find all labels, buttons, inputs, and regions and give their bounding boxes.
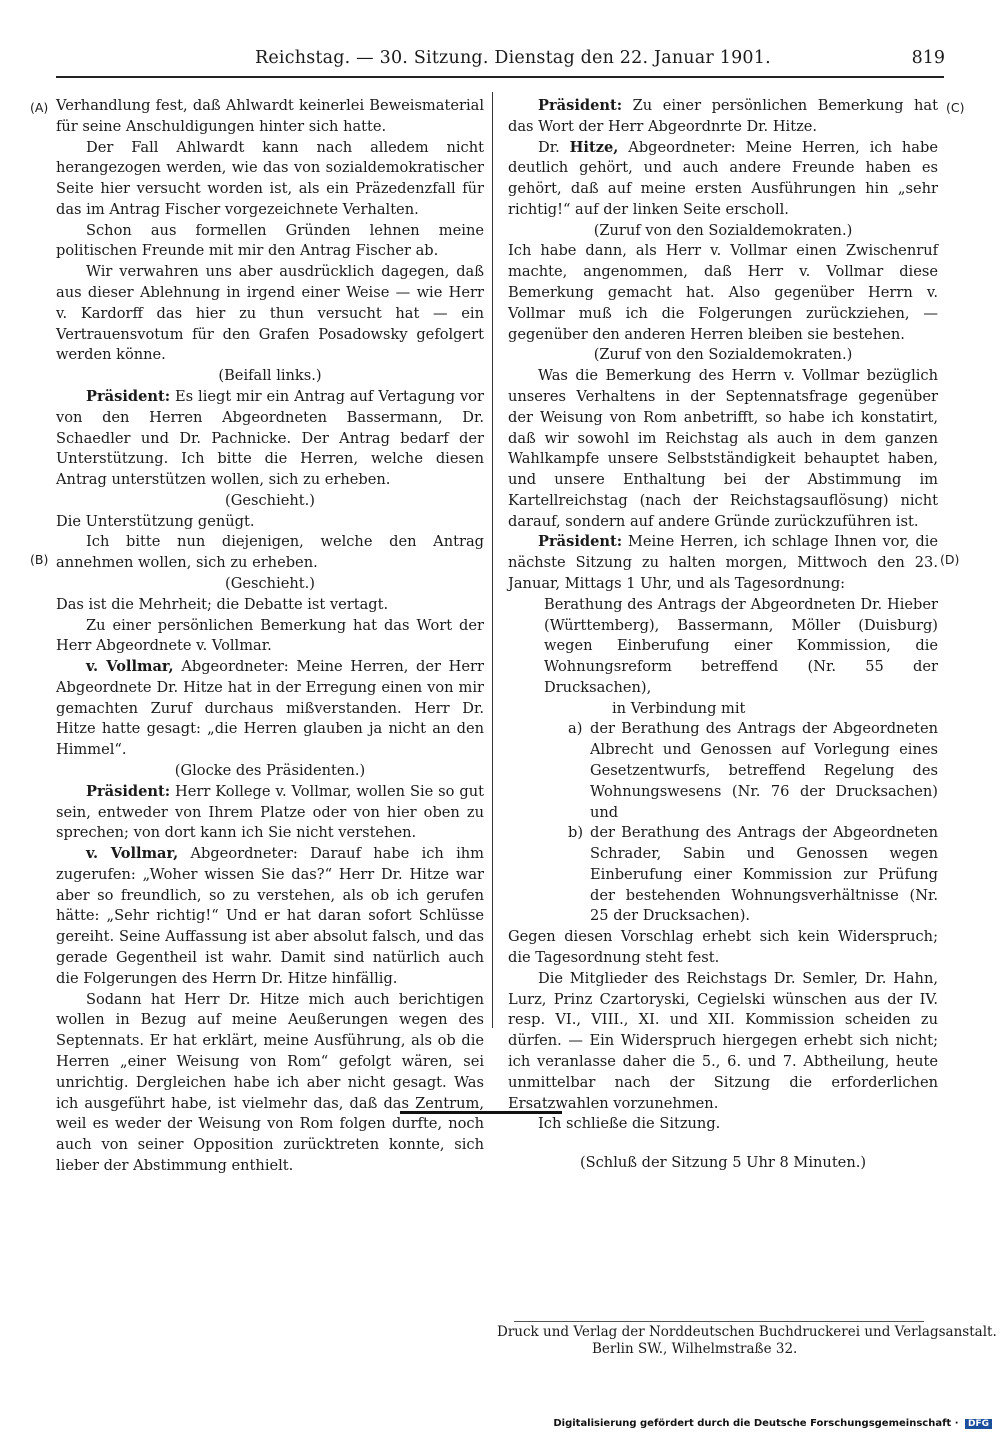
paragraph: Sodann hat Herr Dr. Hitze mich auch berichtigen wollen in Bezug auf meine Aeußerungen wegen des Septennats. Er hat erklärt, meine Ausführung, als ob die Herren „einer Weisung von Rom“ gefolgt wären, sei unrichtig. Dergleichen habe ich aber nicht gesagt. Was ich ausgeführt habe, ist vielmehr das, daß das Zentrum, weil es weder der Weisung von Rom folgen durfte, noch auch von seiner Opposition zurücktreten konnte, sich lieber der Abstimmung enthielt.: [56, 990, 484, 1174]
margin-mark-a: (A): [30, 100, 49, 115]
paragraph: Dr. Hitze, Abgeordneter: Meine Herren, ich habe deutlich gehört, und auch andere Freunde haben es gehört, daß auf meine ersten Ausführungen hin „sehr richtig!“ auf der linken Seite erscholl.: [508, 138, 938, 218]
column-divider: [492, 92, 493, 1028]
agenda-main-item: Berathung des Antrags der Abgeordneten Dr. Hieber (Württemberg), Bassermann, Möller (Duisburg) wegen Einberufung einer Kommission, die Wohnungsreform betreffend (Nr. 55 der Drucksachen),: [544, 595, 938, 696]
printer-imprint: Druck und Verlag der Norddeutschen Buchdruckerei und Verlagsanstalt.: [497, 1324, 997, 1340]
paragraph: Was die Bemerkung des Herrn v. Vollmar bezüglich unseres Verhaltens in der Septennatsfrage gegenüber der Weisung von Rom anbetrifft, so habe ich konstatirt, daß wir sowohl im Reichstag als auch in dem ganzen Wahlkampfe unsere Selbstständigkeit behauptet haben, und unsere Enthaltung bei der Abstimmung im Kartellreichstag (nach der Reichstagsauflösung) nicht darauf, sondern auf andere Gründe zurückzuführen ist.: [508, 367, 938, 530]
speaker-name: Präsident:: [538, 97, 623, 114]
paragraph: Präsident: Es liegt mir ein Antrag auf Vertagung vor von den Herren Abgeordneten Bassermann, Dr. Schaedler und Dr. Pachnicke. Der Antrag bedarf der Unterstützung. Ich bitte die Herren, welche diesen Antrag unterstützen wollen, sich zu erheben.: [56, 387, 484, 489]
paragraph: Der Fall Ahlwardt kann nach alledem nicht herangezogen werden, wie das von sozialdemokratischer Seite hier versucht worden ist, als ein Präzedenzfall für das im Antrag Fischer vorgezeichnete Verhalten.: [56, 138, 484, 218]
margin-mark-b: (B): [30, 552, 49, 567]
paragraph: Präsident: Herr Kollege v. Vollmar, wollen Sie so gut sein, entweder von Ihrem Platze oder von hier oben zu sprechen; von dort kann ich Sie nicht verstehen.: [56, 782, 484, 842]
speaker-name: Hitze,: [569, 138, 619, 156]
paragraph: v. Vollmar, Abgeordneter: Meine Herren, der Herr Abgeordnete Dr. Hitze hat in der Erregung einen von mir gemachten Zuruf durchaus mißverstanden. Herr Dr. Hitze hatte gesagt: „die Herren glauben ja nicht an den Himmel“.: [56, 658, 484, 759]
stage-direction: (Zuruf von den Sozialdemokraten.): [593, 346, 853, 364]
stage-direction: (Glocke des Präsidenten.): [174, 762, 366, 779]
stage-direction: (Beifall links.): [218, 367, 322, 385]
footer-rule: [514, 1321, 924, 1322]
margin-mark-d: (D): [940, 552, 960, 567]
page-number: 819: [911, 48, 945, 68]
paragraph: Wir verwahren uns aber ausdrücklich dagegen, daß aus dieser Ablehnung in irgend einer Weise — wie Herr v. Kardorff das hier zu thun versucht hat — ein Vertrauensvotum für den Grafen Posadowsky gefolgert werden könne.: [56, 263, 484, 364]
header-rule: [56, 76, 944, 78]
speaker-name: Präsident:: [538, 533, 623, 551]
speaker-name: v. Vollmar,: [86, 658, 174, 676]
agenda-subitem-b: b) der Berathung des Antrags der Abgeordneten Schrader, Sabin und Genossen wegen Einberufung einer Kommission zur Prüfung der bestehenden Wohnungsverhältnisse (Nr. 25 der Drucksachen).: [568, 824, 938, 925]
page-header: [255, 48, 945, 74]
speaker-name: v. Vollmar,: [86, 845, 179, 863]
paragraph: Ich schließe die Sitzung.: [538, 1115, 721, 1133]
paragraph: Gegen diesen Vorschlag erhebt sich kein Widerspruch; die Tagesordnung steht fest.: [508, 928, 938, 967]
printer-address: Berlin SW., Wilhelmstraße 32.: [592, 1341, 798, 1357]
paragraph: Die Mitglieder des Reichstags Dr. Semler, Dr. Hahn, Lurz, Prinz Czartoryski, Cegielski wünschen aus der IV. resp. VI., VIII., XI. und XII. Kommission scheiden zu dürfen. — Ein Widerspruch hiergegen erhebt sich nicht; ich veranlasse daher die 5., 6. und 7. Abtheilung, heute unmittelbar nach der Sitzung die erforderlichen Ersatzwahlen vorzunehmen.: [508, 969, 938, 1112]
left-column: [56, 96, 484, 1177]
paragraph: Schon aus formellen Gründen lehnen meine politischen Freunde mit mir den Antrag Fischer ab.: [56, 221, 484, 260]
paragraph: v. Vollmar, Abgeordneter: Darauf habe ich ihm zugerufen: „Woher wissen Sie das?“ Herr Dr. Hitze war aber so freundlich, so zu verstehen, als ob ich gerufen hätte: „Sehr richtig!“ Und er hat daran sofort Schlüsse gereiht. Seine Auffassung ist aber absolut falsch, und das gerade Gegentheil ist wahr. Damit sind natürlich auch die Folgerungen des Herrn Dr. Hitze hinfällig.: [56, 845, 484, 987]
paragraph: Präsident: Zu einer persönlichen Bemerkung hat das Wort der Herr Abgeordnrte Dr. Hitze.: [508, 97, 938, 135]
stage-direction: (Geschieht.): [225, 491, 315, 509]
stage-direction: (Zuruf von den Sozialdemokraten.): [593, 221, 853, 239]
paragraph: Ich habe dann, als Herr v. Vollmar einen Zwischenruf machte, angenommen, daß Herr v. Vollmar diese Bemerkung gemacht hat. Also gegenüber Herrn v. Vollmar muß ich die Folgerungen zurückziehen, — gegenüber den anderen Herren bleiben sie bestehen.: [508, 242, 938, 343]
right-column: [508, 96, 938, 1174]
digitization-credit: Digitalisierung gefördert durch die Deutsche Forschungsgemeinschaft · DFG: [553, 1418, 992, 1429]
session-closing: (Schluß der Sitzung 5 Uhr 8 Minuten.): [579, 1154, 867, 1172]
paragraph: Verhandlung fest, daß Ahlwardt keinerlei Beweismaterial für seine Anschuldigungen hinter sich hatte.: [56, 97, 484, 135]
margin-mark-c: (C): [946, 100, 965, 115]
header-title: Reichstag. — 30. Sitzung. Dienstag den 22. Januar 1901.: [255, 48, 771, 68]
paragraph: Präsident: Meine Herren, ich schlage Ihnen vor, die nächste Sitzung zu halten morgen, Mittwoch den 23. Januar, Mittags 1 Uhr, und als Tagesordnung:: [508, 533, 938, 592]
paragraph: Zu einer persönlichen Bemerkung hat das Wort der Herr Abgeordnete v. Vollmar.: [56, 616, 484, 655]
agenda-subitem-a: a) der Berathung des Antrags der Abgeordneten Albrecht und Genossen auf Vorlegung eines Gesetzentwurfs, betreffend Regelung des Wohnungswesens (Nr. 76 der Drucksachen) und: [568, 720, 938, 821]
paragraph: Ich bitte nun diejenigen, welche den Antrag annehmen wollen, sich zu erheben.: [56, 533, 484, 572]
speaker-name: Präsident:: [86, 387, 171, 405]
end-rule: [400, 1111, 562, 1114]
agenda-connector: in Verbindung mit: [612, 699, 746, 717]
dfg-logo: DFG: [965, 1419, 992, 1429]
stage-direction: (Geschieht.): [225, 574, 315, 592]
speaker-name: Präsident:: [86, 782, 171, 800]
paragraph: Das ist die Mehrheit; die Debatte ist vertagt.: [56, 595, 389, 613]
paragraph: Die Unterstützung genügt.: [56, 512, 255, 530]
